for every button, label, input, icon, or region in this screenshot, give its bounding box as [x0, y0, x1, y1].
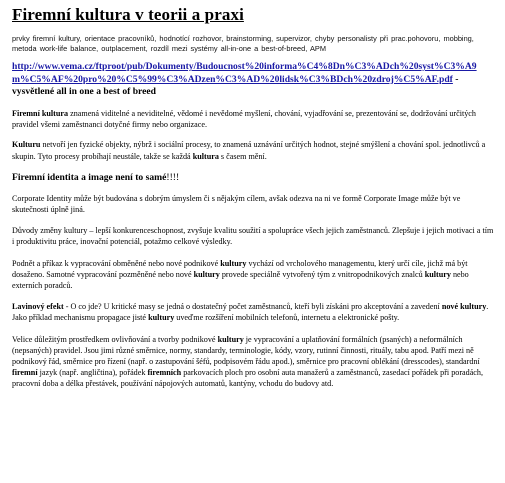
reference-link-description: - vysvětlené all in one a best of breed — [12, 73, 459, 98]
bold-term: kultura — [192, 151, 219, 161]
bold-term: firemní — [12, 368, 38, 378]
bold-term: kultury — [148, 313, 175, 323]
bold-term: kultury — [193, 269, 220, 279]
bold-term: Firemní kultura — [12, 108, 69, 118]
paragraph-definition: Firemní kultura znamená viditelné a neviditelné, vědomé i nevědomé myšlení, chování, vyjadřování se, prezentování se, dodržování určitých pravidel všemi zaměstnanci dotyčné firmy nebo organizace. — [12, 108, 476, 130]
document-page — [12, 4, 494, 390]
reference-link-block — [12, 61, 494, 99]
bold-term: Kulturu — [12, 140, 41, 150]
bold-term: firemních — [147, 368, 182, 378]
page-title: Firemní kultura v teorii a praxi — [12, 5, 244, 24]
paragraph-rules: Velice důležitým prostředkem ovlivňování a tvorby podnikové kultury je vypracování a uplatňování formálních (psaných) a neformálních (nepsaných) pravidel. Jsou jimi různé směrnice, normy, standardy, terminologie, kódy, vzory, rutinní činnosti, rituály, tabu apod. Patří mezi ně podnikový řád, směrnice pro řízení (např. o zastupování šéfů, podpisovém řádu apod.), směrnice pro pracovní oblékání (dresscodes), standardní firemní jazyk (např. angličtina), pořádek firemních parkovacích ploch pro osobní auta manažerů a zaměstnanců, zasedací pořádek při poradách, pracovní doba a délka přestávek, používání nápojových automatů, kantýny, vchodu do budovy atd. — [12, 334, 483, 389]
bold-term: kultury — [424, 269, 451, 279]
paragraph-processes: Kulturu netvoří jen fyzické objekty, nýbrž i sociální procesy, to znamená uznávání určitých hodnot, stejné smýšlení a chování spol. jednotlivců a skupin. Tyto procesy probíhají neustále, takže se každá kultura s časem mění. — [12, 140, 486, 161]
bold-term: Lavinový efekt — [12, 302, 64, 312]
bold-term: kultury — [220, 258, 247, 268]
bold-term: nové kultury — [441, 302, 487, 312]
paragraph-corporate-identity: Corporate Identity může být budována s dobrým úmyslem či s nějakým cílem, avšak odezva na ni ve formě Corporate Image může být ve skutečnosti úplně jiná. — [12, 193, 461, 214]
paragraph-management: Podnět a příkaz k vypracování obměněné nebo nové podnikové kultury vychází od vrcholového managementu, který určí cíle, jichž má být dosaženo. Samotné vypracování pozměněné nebo nové kultury provede speciálně vytvořený tým z vnitropodnikových znalců kultury nebo externích poradců. — [12, 258, 469, 290]
bold-term: kultury — [217, 334, 244, 344]
paragraph-reasons: Důvody změny kultury – lepší konkurenceschopnost, zvyšuje kvalitu soužití a spolupráce všech jejich zaměstnanců. Zlepšuje i jejich motivaci a tím i produktivitu práce, inovační potenciál, potažmo celkové výsledky. — [12, 226, 494, 247]
paragraph-avalanche-effect: Lavinový efekt - O co jde? U kritické masy se jedná o dostatečný počet zaměstnanců, kteří byli získáni pro akceptování a zavedení nové kultury. Jako příklad mechanismu propagace jisté kultury uveďme rozšíření mobilních telefonů, internetu a elektronické pošty. — [12, 302, 489, 323]
keywords-line: prvky firemní kultury, orientace pracovníků, hodnotící rozhovor, brainstorming, supervizor, chyby personalisty při prac.pohovoru, mobbing, metoda work-life balance, outplacement, rozdíl mezi systémy all-in-one a best-of-breed, APM — [12, 34, 474, 53]
reference-link[interactable]: http://www.vema.cz/ftproot/pub/Dokumenty/Budoucnost%20informa%C4%8Dn%C3%ADch%20syst%C3%A9m%C5%AF%20pro%20%C5%99%C3%ADzen%C3%AD%20lidsk%C3%BDch%20zdroj%C5%AF.pdf — [12, 61, 477, 85]
identity-heading: Firemní identita a image není to samé!!!! — [12, 171, 180, 183]
